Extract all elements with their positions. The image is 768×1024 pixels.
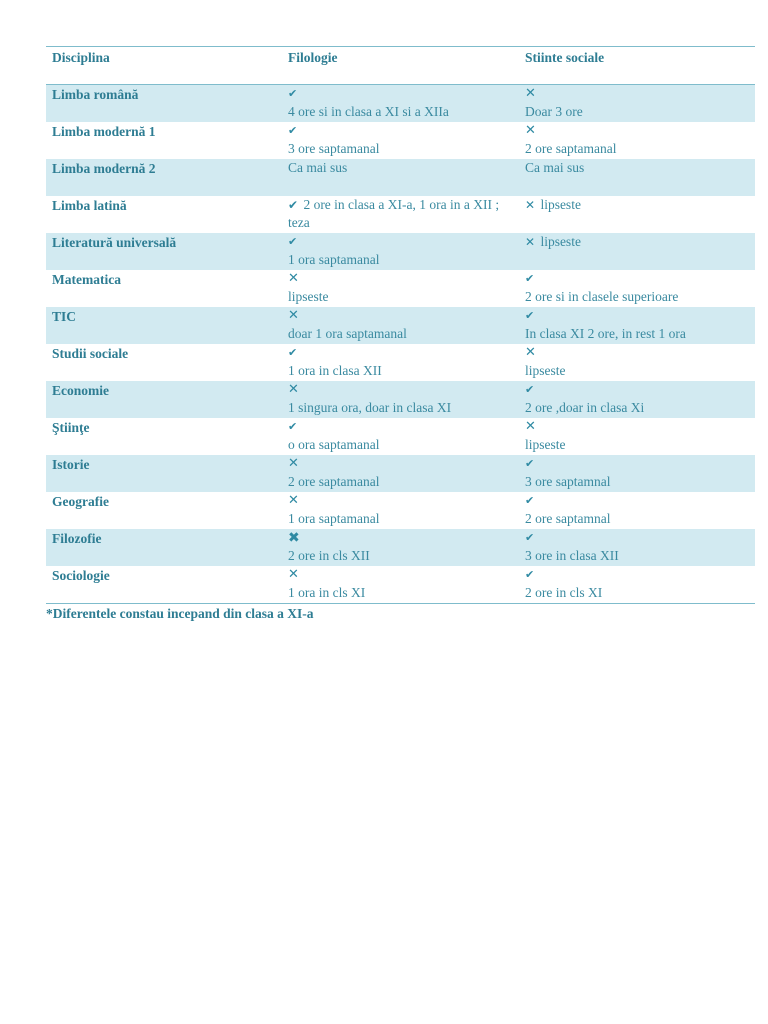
filologie-text: 1 singura ora, doar in clasa XI bbox=[288, 400, 452, 415]
filologie-cell bbox=[282, 85, 519, 123]
cross-icon: ✕ bbox=[288, 271, 299, 286]
stiinte-cell bbox=[519, 344, 755, 381]
filologie-cell bbox=[282, 455, 519, 492]
filologie-cell bbox=[282, 270, 519, 307]
header-disciplina: Disciplina bbox=[46, 47, 282, 85]
filologie-cell bbox=[282, 196, 519, 233]
stiinte-cell bbox=[519, 566, 755, 604]
cross-icon: ✖ bbox=[288, 530, 300, 546]
filologie-cell bbox=[282, 566, 519, 604]
discipline-name: Sociologie bbox=[52, 568, 110, 583]
filologie-text: 1 ora in cls XI bbox=[288, 585, 366, 600]
footnote: *Diferentele constau incepand din clasa a XI-a bbox=[46, 606, 314, 621]
filologie-text: o ora saptamanal bbox=[288, 437, 380, 452]
checkmark-icon: ✔ bbox=[288, 346, 298, 359]
checkmark-icon: ✔ bbox=[288, 124, 298, 137]
cross-icon: ✕ bbox=[525, 86, 536, 101]
filologie-text: 3 ore saptamanal bbox=[288, 141, 380, 156]
filologie-cell bbox=[282, 233, 519, 270]
filologie-text: 2 ore in cls XII bbox=[288, 548, 370, 563]
checkmark-icon: ✔ bbox=[525, 568, 535, 581]
checkmark-icon: ✔ bbox=[288, 420, 298, 433]
stiinte-cell bbox=[519, 307, 755, 344]
checkmark-icon: ✔ bbox=[288, 198, 299, 212]
stiinte-cell bbox=[519, 270, 755, 307]
discipline-name: TIC bbox=[46, 307, 282, 344]
cross-icon: ✕ bbox=[525, 345, 536, 360]
stiinte-text: 2 ore ,doar in clasa Xi bbox=[525, 400, 645, 415]
table-row bbox=[46, 85, 755, 123]
stiinte-text: 2 ore saptamanal bbox=[525, 141, 617, 156]
filologie-cell bbox=[282, 418, 519, 455]
stiinte-cell bbox=[519, 529, 755, 566]
discipline-name: Economie bbox=[46, 381, 282, 418]
filologie-cell bbox=[282, 122, 519, 159]
cross-icon: ✕ bbox=[525, 419, 536, 434]
stiinte-cell bbox=[519, 381, 755, 418]
table-row bbox=[46, 122, 755, 159]
filologie-text: 2 ore in clasa a XI-a, 1 ora in a XII ; teza bbox=[288, 197, 500, 230]
document-page bbox=[46, 46, 755, 622]
stiinte-cell bbox=[519, 196, 755, 233]
table-row bbox=[46, 270, 755, 307]
table-body bbox=[46, 85, 755, 604]
filologie-cell bbox=[282, 344, 519, 381]
stiinte-text: Ca mai sus bbox=[525, 160, 585, 175]
checkmark-icon: ✔ bbox=[525, 309, 535, 322]
cross-icon: ✕ bbox=[525, 123, 536, 138]
cross-icon: ✕ bbox=[525, 198, 536, 212]
table-row bbox=[46, 159, 755, 196]
table-row bbox=[46, 344, 755, 381]
filologie-text: 2 ore saptamanal bbox=[288, 474, 380, 489]
filologie-text: 4 ore si in clasa a XI si a XIIa bbox=[288, 104, 449, 119]
discipline-name: Limba latină bbox=[52, 198, 127, 213]
cross-icon: ✕ bbox=[288, 382, 299, 397]
checkmark-icon: ✔ bbox=[525, 383, 535, 396]
discipline-name: Matematica bbox=[52, 272, 121, 287]
filologie-text: 1 ora saptamanal bbox=[288, 511, 380, 526]
checkmark-icon: ✔ bbox=[525, 272, 535, 285]
filologie-cell bbox=[282, 307, 519, 344]
stiinte-text: 2 ore si in clasele superioare bbox=[525, 289, 679, 304]
stiinte-cell bbox=[519, 233, 755, 270]
checkmark-icon: ✔ bbox=[525, 494, 535, 507]
filologie-cell bbox=[282, 159, 519, 196]
discipline-name: Limba modernă 2 bbox=[46, 159, 282, 196]
filologie-text: lipseste bbox=[288, 289, 329, 304]
filologie-cell bbox=[282, 529, 519, 566]
stiinte-text: 3 ore saptamnal bbox=[525, 474, 611, 489]
stiinte-cell bbox=[519, 159, 755, 196]
cross-icon: ✕ bbox=[288, 493, 299, 508]
stiinte-text: lipseste bbox=[540, 197, 581, 212]
checkmark-icon: ✔ bbox=[288, 235, 298, 248]
stiinte-cell bbox=[519, 418, 755, 455]
stiinte-text: 3 ore in clasa XII bbox=[525, 548, 619, 563]
checkmark-icon: ✔ bbox=[288, 87, 298, 100]
cross-icon: ✕ bbox=[288, 567, 299, 582]
table-row bbox=[46, 233, 755, 270]
filologie-text: 1 ora saptamanal bbox=[288, 252, 380, 267]
comparison-table bbox=[46, 46, 755, 604]
table-row bbox=[46, 196, 755, 233]
table-row bbox=[46, 455, 755, 492]
stiinte-text: lipseste bbox=[525, 437, 566, 452]
table-header-row bbox=[46, 47, 755, 85]
stiinte-cell bbox=[519, 492, 755, 529]
table-row bbox=[46, 529, 755, 566]
stiinte-cell bbox=[519, 455, 755, 492]
table-row bbox=[46, 492, 755, 529]
discipline-name: Studii sociale bbox=[52, 346, 129, 361]
stiinte-text: Doar 3 ore bbox=[525, 104, 583, 119]
table-row bbox=[46, 418, 755, 455]
stiinte-text: In clasa XI 2 ore, in rest 1 ora bbox=[525, 326, 686, 341]
filologie-cell bbox=[282, 381, 519, 418]
filologie-text: Ca mai sus bbox=[288, 160, 348, 175]
stiinte-cell bbox=[519, 85, 755, 123]
stiinte-cell bbox=[519, 122, 755, 159]
discipline-name: Limba modernă 1 bbox=[52, 124, 156, 139]
checkmark-icon: ✔ bbox=[525, 531, 535, 544]
stiinte-text: lipseste bbox=[540, 234, 581, 249]
cross-icon: ✕ bbox=[288, 456, 299, 471]
table-row bbox=[46, 566, 755, 604]
checkmark-icon: ✔ bbox=[525, 457, 535, 470]
discipline-name: Limba română bbox=[46, 85, 282, 123]
discipline-name: Literatură universală bbox=[46, 233, 282, 270]
header-stiinte-sociale: Stiinte sociale bbox=[519, 47, 755, 85]
discipline-name: Ştiinţe bbox=[52, 420, 90, 435]
discipline-name: Filozofie bbox=[46, 529, 282, 566]
header-filologie: Filologie bbox=[282, 47, 519, 85]
cross-icon: ✕ bbox=[525, 235, 536, 249]
stiinte-text: 2 ore saptamnal bbox=[525, 511, 611, 526]
discipline-name: Istorie bbox=[46, 455, 282, 492]
filologie-text: 1 ora in clasa XII bbox=[288, 363, 382, 378]
discipline-name: Geografie bbox=[52, 494, 109, 509]
filologie-text: doar 1 ora saptamanal bbox=[288, 326, 407, 341]
table-row bbox=[46, 307, 755, 344]
filologie-cell bbox=[282, 492, 519, 529]
cross-icon: ✕ bbox=[288, 308, 299, 323]
stiinte-text: 2 ore in cls XI bbox=[525, 585, 603, 600]
stiinte-text: lipseste bbox=[525, 363, 566, 378]
table-row bbox=[46, 381, 755, 418]
